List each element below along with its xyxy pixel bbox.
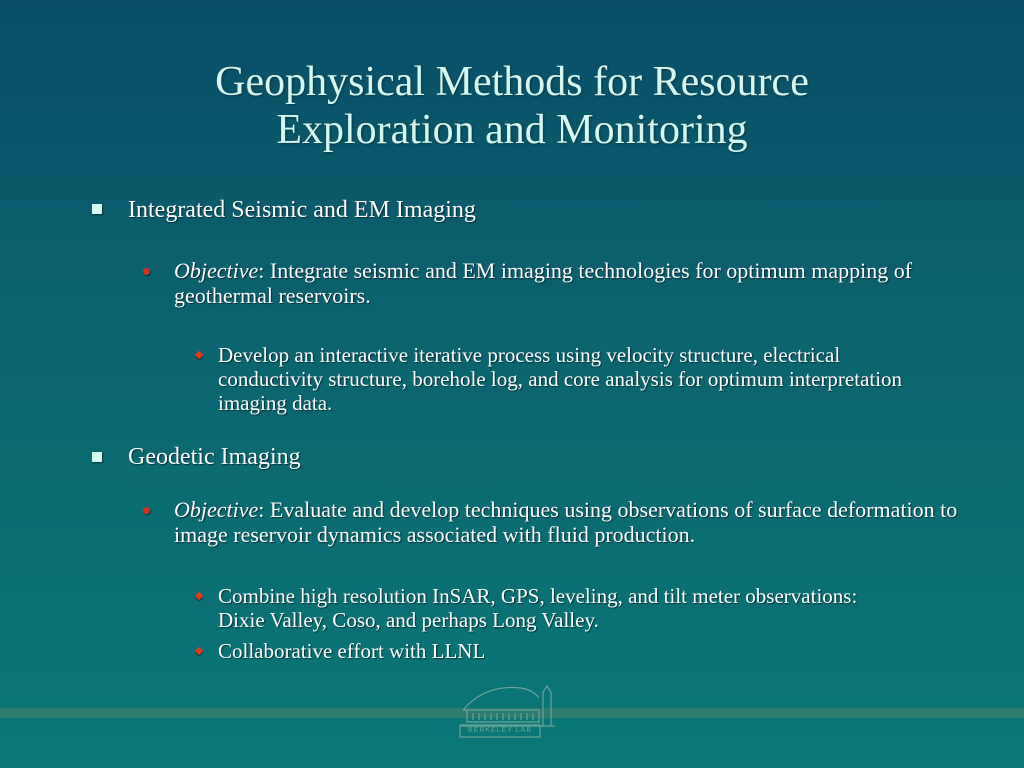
slide-title	[0, 58, 1024, 154]
square-bullet-icon	[92, 204, 102, 214]
detail-seismic-em-1: Develop an interactive iterative process using velocity structure, electrical conductivity structure, borehole log, and core analysis for optimum interpretation imaging data.	[218, 343, 903, 415]
objective-label: Objective	[174, 497, 259, 522]
diamond-bullet-icon	[195, 351, 203, 359]
objective-label: Objective	[174, 258, 259, 283]
round-bullet-icon	[143, 268, 150, 275]
title-line-1: Geophysical Methods for Resource	[215, 59, 809, 105]
detail-geodetic-1: Combine high resolution InSAR, GPS, leveling, and tilt meter observations: Dixie Valley, Coso, and perhaps Long Valley.	[218, 584, 858, 632]
title-line-2: Exploration and Monitoring	[276, 107, 748, 153]
section-heading-seismic-em: Integrated Seismic and EM Imaging	[128, 197, 476, 223]
diamond-bullet-icon	[195, 592, 203, 600]
objective-text: : Integrate seismic and EM imaging technologies for optimum mapping of geothermal reservoirs.	[174, 258, 913, 308]
logo-caption: BERKELEY LAB	[467, 727, 532, 734]
objective-seismic-em	[174, 258, 934, 308]
objective-text: : Evaluate and develop techniques using observations of surface deformation to image reservoir dynamics associated with fluid production.	[174, 497, 958, 547]
detail-geodetic-2: Collaborative effort with LLNL	[218, 639, 486, 663]
objective-geodetic	[174, 497, 964, 547]
diamond-bullet-icon	[195, 647, 203, 655]
round-bullet-icon	[143, 507, 150, 514]
section-heading-geodetic: Geodetic Imaging	[128, 444, 301, 470]
square-bullet-icon	[92, 452, 102, 462]
